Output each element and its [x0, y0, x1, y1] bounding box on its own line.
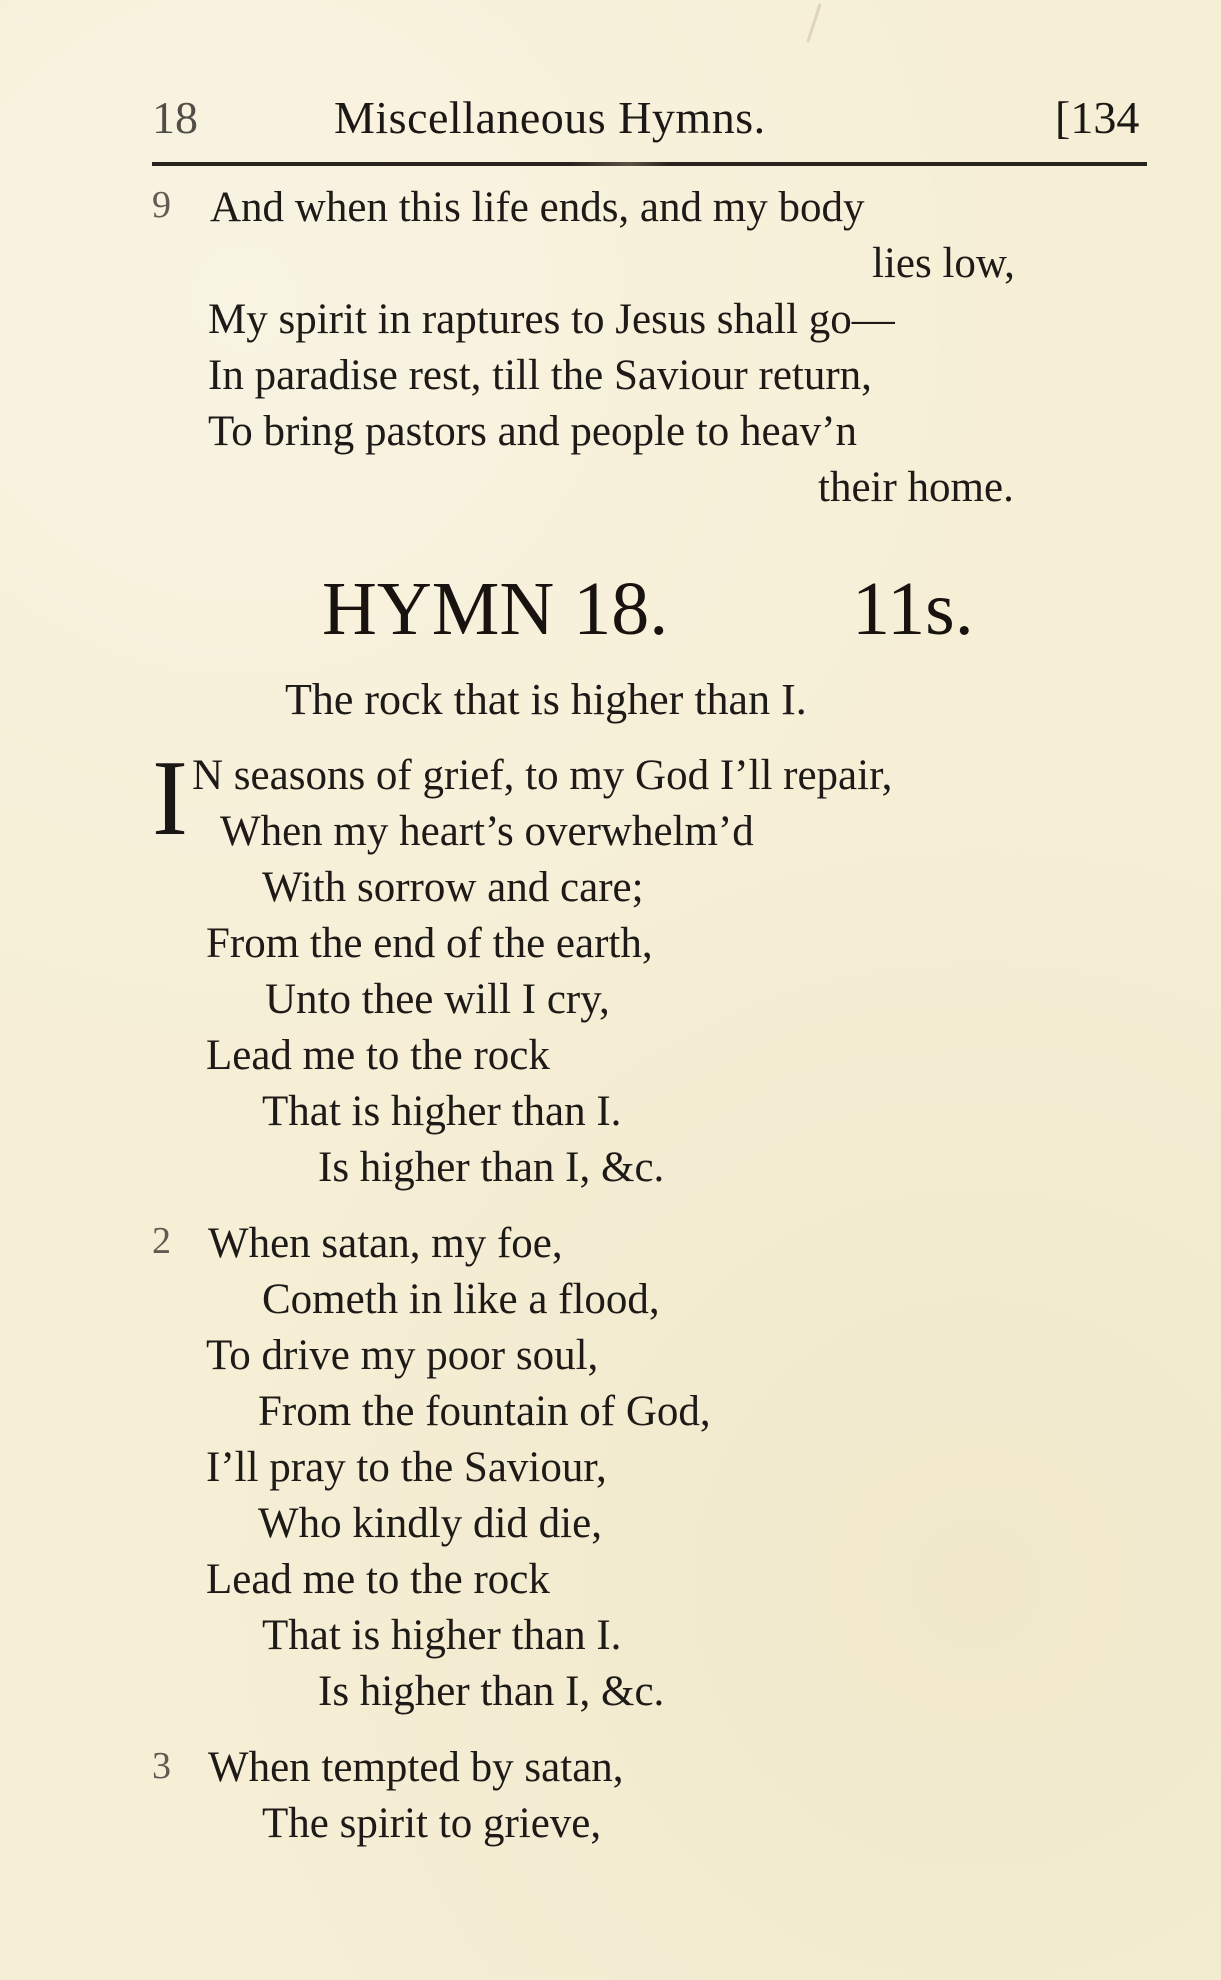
stanza-2-line-4: From the fountain of God,: [258, 1388, 711, 1435]
stanza-number-3: 3: [152, 1745, 171, 1787]
stanza-3-line-2: The spirit to grieve,: [262, 1800, 602, 1847]
stanza-1-line-3: With sorrow and care;: [262, 864, 644, 911]
header-left-marker: 18: [152, 92, 198, 143]
stanza-2-line-3: To drive my poor soul,: [206, 1332, 599, 1379]
hymn-heading: [322, 568, 1002, 650]
stanza-2-line-6: Who kindly did die,: [258, 1500, 602, 1547]
stanza-1-line-7: That is higher than I.: [262, 1088, 622, 1135]
page-header: [152, 88, 1152, 148]
stanza-1-line-8: Is higher than I, &c.: [318, 1144, 665, 1191]
running-title: Miscellaneous Hymns.: [334, 92, 766, 143]
prior-hymn-line-2: lies low,: [872, 240, 1015, 287]
stanza-2-line-9: Is higher than I, &c.: [318, 1668, 665, 1715]
hymn-title: HYMN 18.: [322, 567, 669, 651]
stanza-1-line-1: N seasons of grief, to my God I’ll repair,: [192, 752, 893, 799]
header-rule: [152, 162, 1147, 166]
prior-hymn-line-4: In paradise rest, till the Saviour return,: [208, 352, 872, 399]
stanza-3-line-1: When tempted by satan,: [208, 1744, 624, 1791]
prior-hymn-line-5: To bring pastors and people to heav’n: [208, 408, 857, 455]
drop-cap: I: [152, 739, 188, 858]
stanza-2-line-5: I’ll pray to the Saviour,: [206, 1444, 607, 1491]
hymn-subtitle: The rock that is higher than I.: [285, 675, 807, 724]
paper-mark: [806, 3, 840, 48]
stanza-1-line-6: Lead me to the rock: [206, 1032, 550, 1079]
stanza-number-9: 9: [152, 184, 171, 226]
stanza-1-line-4: From the end of the earth,: [206, 920, 653, 967]
page-number: [134: [1055, 92, 1140, 143]
prior-hymn-line-6: their home.: [818, 464, 1014, 511]
prior-hymn-line-1: And when this life ends, and my body: [210, 184, 865, 231]
stanza-2-line-1: When satan, my foe,: [208, 1220, 563, 1267]
stanza-2-line-7: Lead me to the rock: [206, 1556, 550, 1603]
stanza-2-line-2: Cometh in like a flood,: [262, 1276, 660, 1323]
stanza-number-2: 2: [152, 1220, 171, 1262]
stanza-1-line-2: When my heart’s overwhelm’d: [220, 808, 754, 855]
stanza-1-line-5: Unto thee will I cry,: [265, 976, 610, 1023]
stanza-2-line-8: That is higher than I.: [262, 1612, 622, 1659]
prior-hymn-line-3: My spirit in raptures to Jesus shall go—: [208, 296, 895, 343]
hymn-meter: 11s.: [852, 567, 974, 651]
